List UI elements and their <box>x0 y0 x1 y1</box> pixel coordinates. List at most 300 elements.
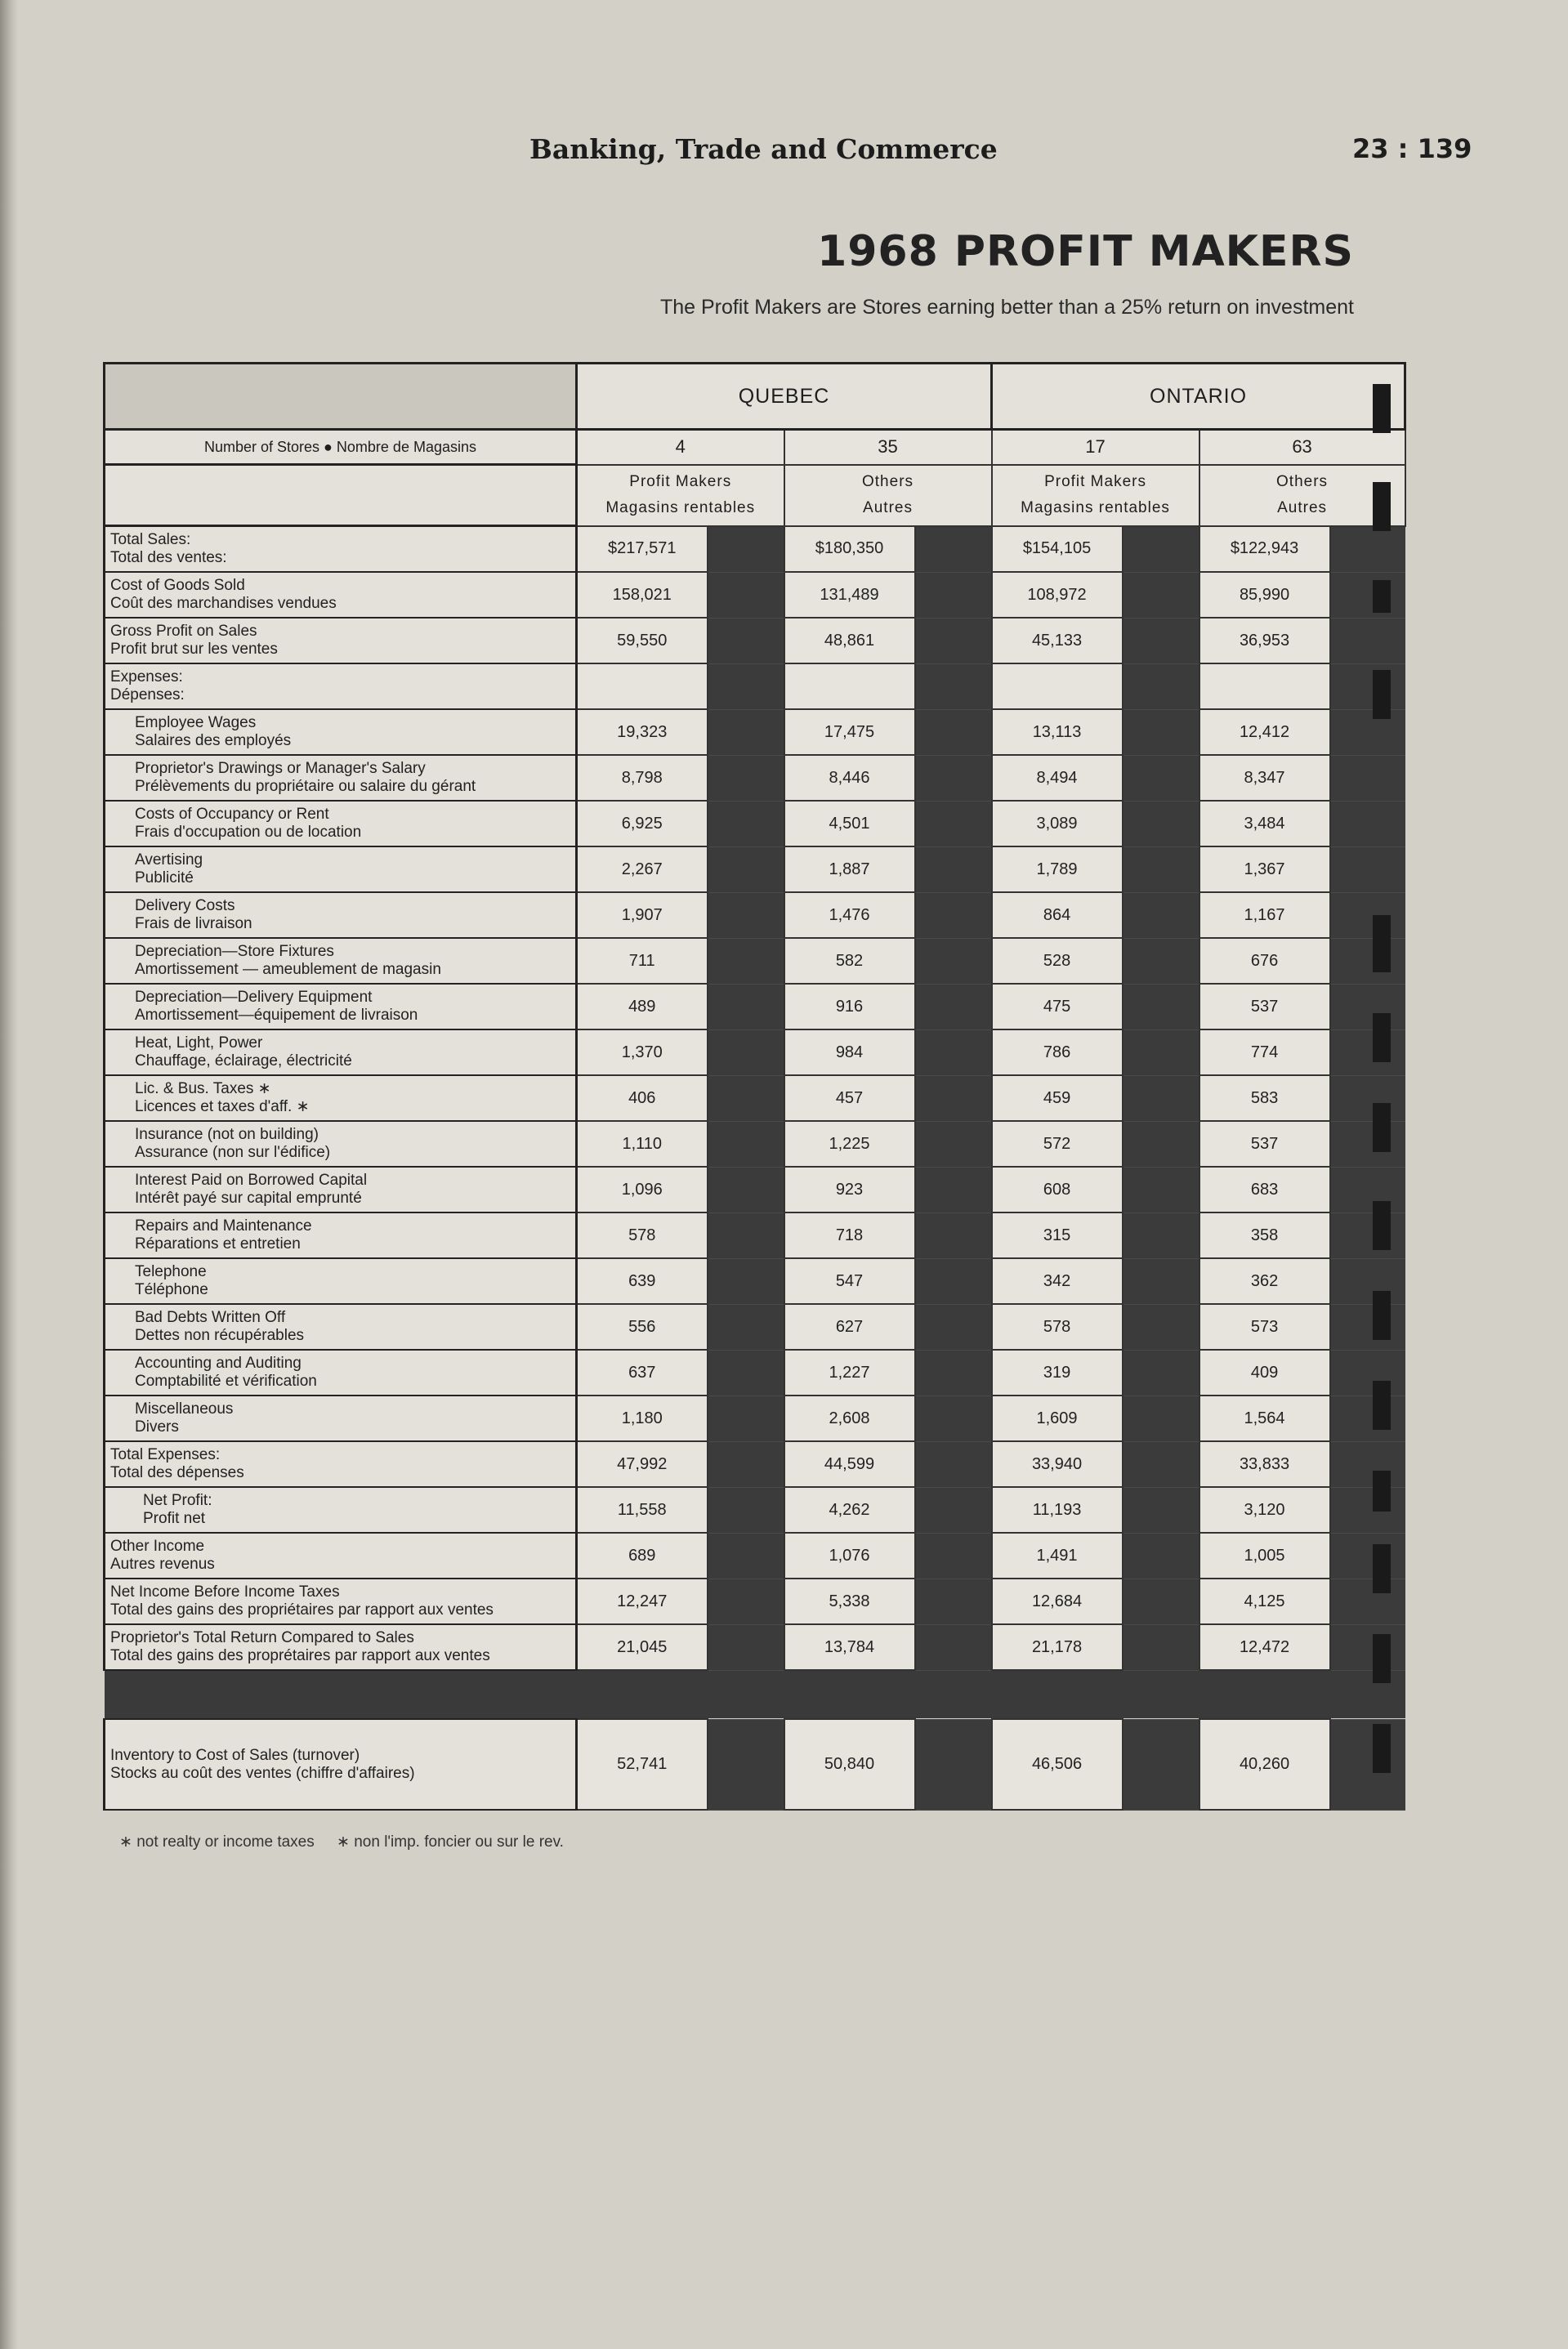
percent-shade <box>1123 663 1199 709</box>
value-cell: 85,990 <box>1199 572 1330 618</box>
percent-shade <box>915 938 992 984</box>
value-cell: 2,608 <box>784 1396 915 1441</box>
row-label-fr: Amortissement — ameublement de magasin <box>135 961 441 978</box>
row-label-en: Delivery Costs <box>135 897 235 914</box>
row-label-fr: Frais de livraison <box>135 915 252 932</box>
value-cell: 5,338 <box>784 1579 915 1624</box>
row-label-en: Employee Wages <box>135 714 257 731</box>
footnote-en: ∗ not realty or income taxes <box>119 1833 315 1851</box>
row-label <box>105 1441 577 1487</box>
value-cell: 1,227 <box>784 1350 915 1396</box>
row-label-fr: Intérêt payé sur capital emprunté <box>135 1190 362 1207</box>
table-row <box>105 1258 1405 1304</box>
table-row <box>105 1487 1405 1533</box>
row-label-fr: Profit brut sur les ventes <box>110 641 278 658</box>
percent-shade <box>1123 1579 1199 1624</box>
table-row <box>105 1441 1405 1487</box>
row-label-fr: Divers <box>135 1418 179 1436</box>
value-cell: 1,096 <box>577 1167 708 1212</box>
value-cell: 1,225 <box>784 1121 915 1167</box>
row-label-fr: Total des gains des propriétaires par rapport aux ventes <box>110 1601 494 1619</box>
row-label-en: Depreciation—Store Fixtures <box>135 943 334 960</box>
value-cell: 4,262 <box>784 1487 915 1533</box>
row-label <box>105 1075 577 1121</box>
row-label-fr: Salaires des employés <box>135 732 292 749</box>
value-cell: 1,370 <box>577 1029 708 1075</box>
value-cell: 1,564 <box>1199 1396 1330 1441</box>
table-row <box>105 1396 1405 1441</box>
value-cell: 131,489 <box>784 572 915 618</box>
percent-shade <box>1123 1624 1199 1670</box>
inventory-row <box>105 1719 1405 1810</box>
percent-shade <box>1330 1624 1405 1670</box>
value-cell: 683 <box>1199 1167 1330 1212</box>
value-cell: 8,494 <box>992 755 1123 801</box>
group-title: Others <box>1276 473 1329 490</box>
percent-shade <box>708 1121 784 1167</box>
percent-shade <box>1330 1396 1405 1441</box>
percent-shade <box>1123 801 1199 846</box>
percent-shade <box>708 1304 784 1350</box>
value-cell: 45,133 <box>992 618 1123 663</box>
value-cell: 1,609 <box>992 1396 1123 1441</box>
row-label-fr: Amortissement—équipement de livraison <box>135 1007 418 1024</box>
percent-shade <box>1123 709 1199 755</box>
table-row <box>105 755 1405 801</box>
value-cell: 1,180 <box>577 1396 708 1441</box>
row-label <box>105 1579 577 1624</box>
percent-shade <box>915 1624 992 1670</box>
percent-shade <box>1123 1075 1199 1121</box>
percent-shade <box>1330 1579 1405 1624</box>
percent-shade <box>1123 1487 1199 1533</box>
row-label-fr: Licences et taxes d'aff. ∗ <box>135 1098 310 1115</box>
percent-shade <box>708 1579 784 1624</box>
value-cell: 2,267 <box>577 846 708 892</box>
percent-shade <box>1123 1441 1199 1487</box>
row-label <box>105 1487 577 1533</box>
value-cell: 537 <box>1199 984 1330 1029</box>
row-label <box>105 709 577 755</box>
page-title: 1968 PROFIT MAKERS <box>817 227 1354 276</box>
table-row <box>105 1350 1405 1396</box>
value-cell: 406 <box>577 1075 708 1121</box>
row-label-fr: Dettes non récupérables <box>135 1327 305 1344</box>
value-cell: 916 <box>784 984 915 1029</box>
percent-shade <box>915 1719 992 1810</box>
percent-shade <box>915 572 992 618</box>
value-cell <box>784 663 915 709</box>
group-title-fr: Autres <box>863 499 913 516</box>
percent-shade <box>915 663 992 709</box>
tab-mark <box>1373 1544 1391 1593</box>
row-label-fr: Téléphone <box>135 1281 208 1298</box>
row-label-fr: Comptabilité et vérification <box>135 1373 317 1390</box>
row-label-en: Expenses: <box>110 668 183 685</box>
table-row <box>105 801 1405 846</box>
percent-shade <box>708 846 784 892</box>
row-label-en: Total Expenses: <box>110 1446 221 1463</box>
row-label <box>105 846 577 892</box>
percent-shade <box>1330 572 1405 618</box>
value-cell: 358 <box>1199 1212 1330 1258</box>
row-label-en: Gross Profit on Sales <box>110 623 257 640</box>
value-cell: 457 <box>784 1075 915 1121</box>
value-cell: 33,940 <box>992 1441 1123 1487</box>
percent-shade <box>915 1258 992 1304</box>
row-label-en: Net Income Before Income Taxes <box>110 1583 340 1601</box>
value-cell: 12,412 <box>1199 709 1330 755</box>
value-cell: 3,089 <box>992 801 1123 846</box>
row-label <box>105 1719 577 1810</box>
row-label <box>105 618 577 663</box>
group-title-fr: Magasins rentables <box>605 499 756 516</box>
percent-shade <box>1330 1029 1405 1075</box>
table-row <box>105 526 1405 573</box>
group-title-fr: Magasins rentables <box>1021 499 1170 516</box>
percent-shade <box>708 1212 784 1258</box>
value-cell: 50,840 <box>784 1719 915 1810</box>
row-label <box>105 1304 577 1350</box>
row-label <box>105 755 577 801</box>
row-label-en: Other Income <box>110 1538 205 1555</box>
table-row <box>105 1121 1405 1167</box>
stores-label: Number of Stores ● Nombre de Magasins <box>105 430 577 465</box>
value-cell: 923 <box>784 1167 915 1212</box>
table-row <box>105 1167 1405 1212</box>
value-cell: 11,558 <box>577 1487 708 1533</box>
profit-table <box>103 362 1406 1811</box>
tab-mark <box>1373 1201 1391 1250</box>
region-header-row <box>105 364 1405 430</box>
value-cell: 48,861 <box>784 618 915 663</box>
value-cell: 627 <box>784 1304 915 1350</box>
percent-shade <box>1123 526 1199 573</box>
row-label-en: Depreciation—Delivery Equipment <box>135 989 373 1006</box>
percent-shade <box>1123 1533 1199 1579</box>
percent-shade <box>1330 1487 1405 1533</box>
stores-row <box>105 430 1405 465</box>
tab-mark <box>1373 1013 1391 1062</box>
value-cell: 475 <box>992 984 1123 1029</box>
value-cell: 1,110 <box>577 1121 708 1167</box>
stores-value: 4 <box>577 430 784 465</box>
tab-mark <box>1373 1471 1391 1512</box>
group-header-row <box>105 465 1405 526</box>
percent-shade <box>1123 1396 1199 1441</box>
row-label-fr: Stocks au coût des ventes (chiffre d'affaires) <box>110 1764 415 1782</box>
row-label <box>105 984 577 1029</box>
percent-shade <box>1123 938 1199 984</box>
value-cell: 362 <box>1199 1258 1330 1304</box>
percent-shade <box>915 1029 992 1075</box>
page-subtitle: The Profit Makers are Stores earning better than a 25% return on investment <box>659 296 1354 319</box>
value-cell: 608 <box>992 1167 1123 1212</box>
value-cell <box>1199 663 1330 709</box>
value-cell: 556 <box>577 1304 708 1350</box>
table-row <box>105 1212 1405 1258</box>
table-row <box>105 892 1405 938</box>
percent-shade <box>915 1579 992 1624</box>
book-spine-shadow <box>0 0 18 2349</box>
value-cell: 52,741 <box>577 1719 708 1810</box>
value-cell: 984 <box>784 1029 915 1075</box>
value-cell: 11,193 <box>992 1487 1123 1533</box>
percent-shade <box>1330 755 1405 801</box>
row-label-en: Avertising <box>135 851 203 869</box>
row-label-en: Miscellaneous <box>135 1400 234 1418</box>
value-cell: 578 <box>577 1212 708 1258</box>
row-label <box>105 892 577 938</box>
percent-shade <box>1123 1304 1199 1350</box>
region-quebec: QUEBEC <box>577 364 992 430</box>
row-label <box>105 1258 577 1304</box>
row-label-en: Cost of Goods Sold <box>110 577 245 594</box>
value-cell: 33,833 <box>1199 1441 1330 1487</box>
table-row <box>105 1304 1405 1350</box>
value-cell: 12,684 <box>992 1579 1123 1624</box>
row-label-en: Heat, Light, Power <box>135 1034 263 1052</box>
value-cell: 459 <box>992 1075 1123 1121</box>
value-cell: 1,167 <box>1199 892 1330 938</box>
value-cell: 47,992 <box>577 1441 708 1487</box>
value-cell: 1,491 <box>992 1533 1123 1579</box>
percent-shade <box>1330 1350 1405 1396</box>
tab-mark <box>1373 670 1391 719</box>
row-label <box>105 1624 577 1670</box>
percent-shade <box>708 663 784 709</box>
value-cell: $154,105 <box>992 526 1123 573</box>
value-cell: 774 <box>1199 1029 1330 1075</box>
percent-shade <box>708 892 784 938</box>
row-label-fr: Prélèvements du propriétaire ou salaire du gérant <box>135 778 476 795</box>
percent-shade <box>915 846 992 892</box>
tab-mark <box>1373 482 1391 531</box>
region-ontario: ONTARIO <box>992 364 1405 430</box>
percent-shade <box>1330 984 1405 1029</box>
percent-shade <box>1330 1304 1405 1350</box>
stores-value: 63 <box>1199 430 1405 465</box>
row-label-fr: Total des dépenses <box>110 1464 244 1481</box>
percent-shade <box>1123 755 1199 801</box>
value-cell: $180,350 <box>784 526 915 573</box>
value-cell: 1,476 <box>784 892 915 938</box>
value-cell: 4,501 <box>784 801 915 846</box>
value-cell: 582 <box>784 938 915 984</box>
row-label-en: Inventory to Cost of Sales (turnover) <box>110 1746 360 1764</box>
row-label <box>105 938 577 984</box>
percent-shade <box>708 618 784 663</box>
percent-shade <box>1123 984 1199 1029</box>
group-title: Profit Makers <box>1044 473 1146 490</box>
value-cell: 1,907 <box>577 892 708 938</box>
percent-shade <box>1330 801 1405 846</box>
value-cell: 158,021 <box>577 572 708 618</box>
value-cell: $122,943 <box>1199 526 1330 573</box>
row-label <box>105 801 577 846</box>
percent-shade <box>708 755 784 801</box>
row-label-en: Interest Paid on Borrowed Capital <box>135 1172 368 1189</box>
value-cell: 4,125 <box>1199 1579 1330 1624</box>
row-label <box>105 663 577 709</box>
value-cell: 1,887 <box>784 846 915 892</box>
value-cell <box>577 663 708 709</box>
row-label-fr: Dépenses: <box>110 686 185 703</box>
row-label-fr: Coût des marchandises vendues <box>110 595 337 612</box>
percent-shade <box>708 1167 784 1212</box>
percent-shade <box>1330 1258 1405 1304</box>
row-label-en: Bad Debts Written Off <box>135 1309 286 1326</box>
separator-band <box>105 1670 1405 1719</box>
row-label <box>105 572 577 618</box>
percent-shade <box>1330 618 1405 663</box>
percent-shade <box>1123 1212 1199 1258</box>
row-label-fr: Total des gains des proprétaires par rapport aux ventes <box>110 1647 490 1664</box>
percent-shade <box>915 984 992 1029</box>
row-label <box>105 1167 577 1212</box>
percent-shade <box>915 1350 992 1396</box>
percent-shade <box>1330 1533 1405 1579</box>
group-title: Profit Makers <box>629 473 732 490</box>
value-cell: 864 <box>992 892 1123 938</box>
row-label-en: Telephone <box>135 1263 207 1280</box>
group-title-fr: Autres <box>1277 499 1328 516</box>
value-cell: 8,347 <box>1199 755 1330 801</box>
stores-value: 35 <box>784 430 992 465</box>
value-cell: 537 <box>1199 1121 1330 1167</box>
percent-shade <box>1123 892 1199 938</box>
group-title: Others <box>862 473 914 490</box>
percent-shade <box>1123 1350 1199 1396</box>
value-cell: 786 <box>992 1029 1123 1075</box>
tab-mark <box>1373 1291 1391 1340</box>
percent-shade <box>1123 572 1199 618</box>
value-cell: 711 <box>577 938 708 984</box>
percent-shade <box>708 938 784 984</box>
value-cell: 8,446 <box>784 755 915 801</box>
percent-shade <box>915 1441 992 1487</box>
percent-shade <box>708 1029 784 1075</box>
percent-shade <box>1123 1121 1199 1167</box>
row-label-fr: Profit net <box>143 1510 206 1527</box>
row-label-en: Net Profit: <box>143 1492 212 1509</box>
value-cell: 6,925 <box>577 801 708 846</box>
row-label-fr: Autres revenus <box>110 1556 215 1573</box>
table-row <box>105 1533 1405 1579</box>
table-row <box>105 663 1405 709</box>
value-cell: 8,798 <box>577 755 708 801</box>
tab-mark <box>1373 1103 1391 1152</box>
percent-shade <box>915 1396 992 1441</box>
percent-shade <box>1330 709 1405 755</box>
value-cell: 13,113 <box>992 709 1123 755</box>
percent-shade <box>915 1487 992 1533</box>
value-cell: 3,484 <box>1199 801 1330 846</box>
value-cell: 21,045 <box>577 1624 708 1670</box>
percent-shade <box>1123 1029 1199 1075</box>
percent-shade <box>708 572 784 618</box>
value-cell <box>992 663 1123 709</box>
percent-shade <box>1330 526 1405 573</box>
row-label-fr: Réparations et entretien <box>135 1235 301 1253</box>
table-row <box>105 846 1405 892</box>
table-row <box>105 1579 1405 1624</box>
row-label <box>105 526 577 573</box>
tab-mark <box>1373 915 1391 972</box>
percent-shade <box>1330 846 1405 892</box>
value-cell: 13,784 <box>784 1624 915 1670</box>
value-cell: 19,323 <box>577 709 708 755</box>
table-row <box>105 618 1405 663</box>
tab-mark <box>1373 1634 1391 1683</box>
value-cell: 489 <box>577 984 708 1029</box>
percent-shade <box>1330 1719 1405 1810</box>
percent-shade <box>1330 892 1405 938</box>
value-cell: 676 <box>1199 938 1330 984</box>
value-cell: 108,972 <box>992 572 1123 618</box>
table-row <box>105 938 1405 984</box>
corner-header <box>105 364 577 430</box>
table-row <box>105 709 1405 755</box>
row-label-fr: Publicité <box>135 869 194 886</box>
row-label-en: Costs of Occupancy or Rent <box>135 806 329 823</box>
percent-shade <box>915 801 992 846</box>
value-cell: 1,076 <box>784 1533 915 1579</box>
percent-shade <box>708 526 784 573</box>
value-cell: 21,178 <box>992 1624 1123 1670</box>
value-cell: 36,953 <box>1199 618 1330 663</box>
percent-shade <box>1123 1167 1199 1212</box>
percent-shade <box>1330 1121 1405 1167</box>
value-cell: 637 <box>577 1350 708 1396</box>
percent-shade <box>708 1624 784 1670</box>
value-cell: 573 <box>1199 1304 1330 1350</box>
percent-shade <box>915 1304 992 1350</box>
value-cell: 342 <box>992 1258 1123 1304</box>
value-cell: 528 <box>992 938 1123 984</box>
row-label-fr: Frais d'occupation ou de location <box>135 824 362 841</box>
running-header-title: Banking, Trade and Commerce <box>529 133 998 165</box>
row-label <box>105 1029 577 1075</box>
percent-shade <box>1330 1075 1405 1121</box>
percent-shade <box>915 526 992 573</box>
percent-shade <box>1123 846 1199 892</box>
group-header-blank <box>105 465 577 526</box>
row-label-en: Accounting and Auditing <box>135 1355 302 1372</box>
value-cell: 12,247 <box>577 1579 708 1624</box>
row-label-fr: Chauffage, éclairage, électricité <box>135 1052 352 1070</box>
value-cell: 1,005 <box>1199 1533 1330 1579</box>
percent-shade <box>1330 1167 1405 1212</box>
value-cell: 44,599 <box>784 1441 915 1487</box>
percent-shade <box>708 709 784 755</box>
percent-shade <box>708 984 784 1029</box>
percent-shade <box>915 1075 992 1121</box>
bleed-through-text <box>801 231 813 271</box>
percent-shade <box>708 1719 784 1810</box>
value-cell: 718 <box>784 1212 915 1258</box>
table-row <box>105 572 1405 618</box>
tab-mark <box>1373 580 1391 613</box>
value-cell: $217,571 <box>577 526 708 573</box>
percent-shade <box>1330 1212 1405 1258</box>
percent-shade <box>708 1441 784 1487</box>
value-cell: 319 <box>992 1350 1123 1396</box>
percent-shade <box>708 1487 784 1533</box>
value-cell: 46,506 <box>992 1719 1123 1810</box>
percent-shade <box>1123 1719 1199 1810</box>
index-tab-marks <box>1373 384 1391 1830</box>
